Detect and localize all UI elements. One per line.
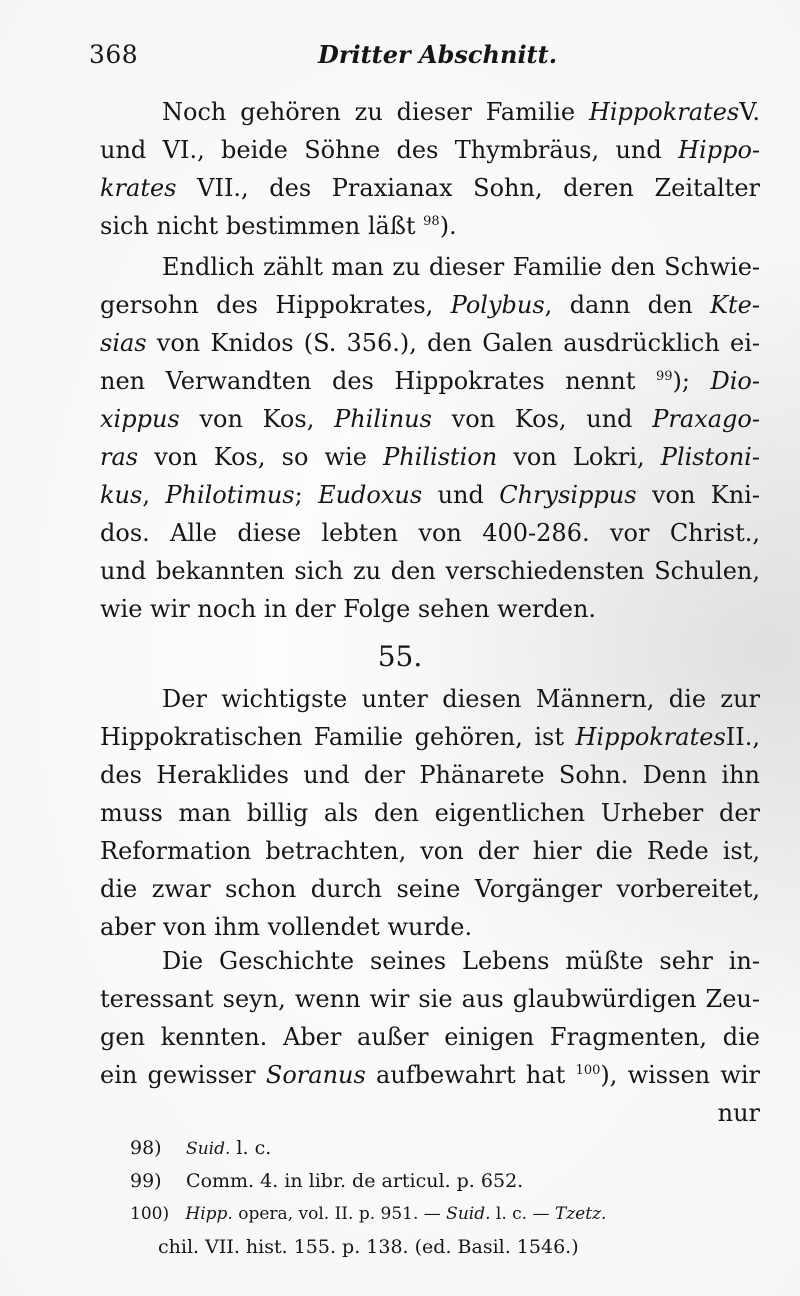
text-line xyxy=(100,756,760,794)
text-span: Soranus xyxy=(265,1061,366,1089)
text-span: chil. VII. hist. 155. p. 138. (ed. Basil. 1546.) xyxy=(158,1236,579,1258)
text-span: und bekannten sich zu den verschiedensten Schulen, xyxy=(100,557,760,585)
text-span: von Kos, und xyxy=(451,405,633,433)
text-span: Der wichtigste unter diesen Männern, die zur xyxy=(162,685,760,713)
text-span: die zwar schon durch seine Vorgänger vorbereitet, xyxy=(100,875,760,903)
running-head xyxy=(85,40,755,80)
text-line xyxy=(100,400,760,438)
catchword: nur xyxy=(717,1099,760,1127)
text-span: Noch gehören zu dieser Familie xyxy=(162,98,576,126)
footnote-number: 100) xyxy=(130,1204,170,1224)
footnote-ref: 99 xyxy=(655,369,673,384)
paragraph-4 xyxy=(100,942,760,1132)
text-line xyxy=(100,131,760,169)
footnotes xyxy=(130,1132,760,1264)
text-line xyxy=(100,942,760,980)
text-line xyxy=(100,1056,760,1094)
text-span: von Kni- xyxy=(651,481,760,509)
text-span: sich nicht bestimmen läßt xyxy=(100,212,416,240)
text-span: Eudoxus xyxy=(318,481,423,509)
text-span: dos. Alle diese lebten von 400-286. vor Christ., xyxy=(100,519,760,547)
text-line xyxy=(100,832,760,870)
text-span: Polybus xyxy=(450,291,545,319)
text-span: ras xyxy=(100,443,139,471)
text-line xyxy=(100,552,760,590)
text-span: Hippokrates xyxy=(588,98,740,126)
text-line xyxy=(100,870,760,908)
text-span: Hipp. xyxy=(185,1204,233,1224)
text-span: Plistoni- xyxy=(660,443,760,471)
footnote-ref: 98 xyxy=(423,214,440,229)
text-span: Chrysippus xyxy=(499,481,637,509)
text-span: Philinus xyxy=(334,405,432,433)
text-span: von Kos, xyxy=(199,405,315,433)
text-span: Tzetz. xyxy=(554,1204,607,1224)
text-span: des Heraklides und der Phänarete Sohn. Denn ihn xyxy=(100,761,760,789)
text-span: kus xyxy=(100,481,143,509)
text-span: gersohn des Hippokrates, xyxy=(100,291,434,319)
footnote-100-continuation xyxy=(130,1231,760,1264)
text-line xyxy=(100,286,760,324)
text-span: opera, vol. II. p. 951. — xyxy=(238,1204,441,1224)
text-span: Praxago- xyxy=(652,405,760,433)
text-span: Philotimus xyxy=(165,481,295,509)
text-span: ; xyxy=(294,481,303,509)
text-span: , dann den xyxy=(544,291,693,319)
text-span: Hippokrates xyxy=(575,723,726,751)
text-line xyxy=(100,93,760,131)
text-span: ). xyxy=(439,212,457,240)
footnote-98 xyxy=(130,1132,760,1165)
text-span: l. c. xyxy=(236,1137,272,1159)
text-line xyxy=(100,1094,760,1132)
paragraph-1 xyxy=(100,93,760,245)
section-title: Dritter Abschnitt. xyxy=(318,40,558,69)
text-span: gen kennten. Aber außer einigen Fragmenten, die xyxy=(100,1023,760,1051)
text-line xyxy=(100,718,760,756)
text-span: VII., des Praxianax Sohn, deren Zeitalter xyxy=(197,174,760,202)
text-line xyxy=(100,248,760,286)
paragraph-3 xyxy=(100,680,760,946)
text-span: xippus xyxy=(100,405,180,433)
text-line xyxy=(100,590,760,628)
footnote-100 xyxy=(130,1198,760,1231)
text-span: ); xyxy=(672,367,690,395)
text-span: wie wir noch in der Folge sehen werden. xyxy=(100,595,597,623)
text-line xyxy=(100,1018,760,1056)
text-line xyxy=(100,680,760,718)
footnote-99 xyxy=(130,1165,760,1198)
text-span: Endlich zählt man zu dieser Familie den Schwie- xyxy=(162,253,760,281)
text-span: Reformation betrachten, von der hier die Rede ist, xyxy=(100,837,760,865)
text-span: Philistion xyxy=(383,443,498,471)
text-span: krates xyxy=(100,174,177,202)
text-line xyxy=(100,476,760,514)
text-span: muss man billig als den eigentlichen Urheber der xyxy=(100,799,760,827)
text-line xyxy=(100,980,760,1018)
text-span: V. xyxy=(739,98,760,126)
text-span: aufbewahrt hat xyxy=(376,1061,566,1089)
text-span: Die Geschichte seines Lebens müßte sehr in- xyxy=(162,947,760,975)
text-span: , xyxy=(142,481,150,509)
text-line xyxy=(100,362,760,400)
text-span: II., xyxy=(725,723,760,751)
text-span: aber von ihm vollendet wurde. xyxy=(100,913,473,941)
text-line xyxy=(100,207,760,245)
text-line xyxy=(100,324,760,362)
footnote-number: 99) xyxy=(130,1170,162,1192)
text-span: Kte- xyxy=(710,291,760,319)
footnote-number: 98) xyxy=(130,1137,162,1159)
text-line xyxy=(100,908,760,946)
paragraph-2 xyxy=(100,248,760,628)
text-line xyxy=(100,514,760,552)
text-span: teressant seyn, wenn wir sie aus glaubwürdigen Zeu- xyxy=(100,985,760,1013)
text-span: und VI., beide Söhne des Thymbräus, und xyxy=(100,136,662,164)
text-span: von Knidos (S. 356.), den Galen ausdrücklich ei- xyxy=(156,329,760,357)
footnote-ref: 100 xyxy=(575,1063,601,1078)
text-span: Hippo- xyxy=(678,136,760,164)
text-span: nen Verwandten des Hippokrates nennt xyxy=(100,367,636,395)
text-span: l. c. — xyxy=(495,1204,550,1224)
text-span: Dio- xyxy=(710,367,760,395)
text-span: Hippokratischen Familie gehören, ist xyxy=(100,723,564,751)
section-number: 55. xyxy=(377,640,423,673)
text-line xyxy=(100,169,760,207)
text-span: Suid. xyxy=(446,1204,491,1224)
text-span: von Lokri, xyxy=(513,443,645,471)
page-number: 368 xyxy=(89,40,139,69)
text-span: Suid. xyxy=(186,1139,231,1159)
text-span: ein gewisser xyxy=(100,1061,256,1089)
text-span: ), wissen wir xyxy=(600,1061,761,1089)
text-span: sias xyxy=(100,329,147,357)
text-span: und xyxy=(437,481,484,509)
text-line xyxy=(100,794,760,832)
text-span: von Kos, so wie xyxy=(154,443,367,471)
text-span: Comm. 4. in libr. de articul. p. 652. xyxy=(186,1170,524,1192)
text-line xyxy=(100,438,760,476)
